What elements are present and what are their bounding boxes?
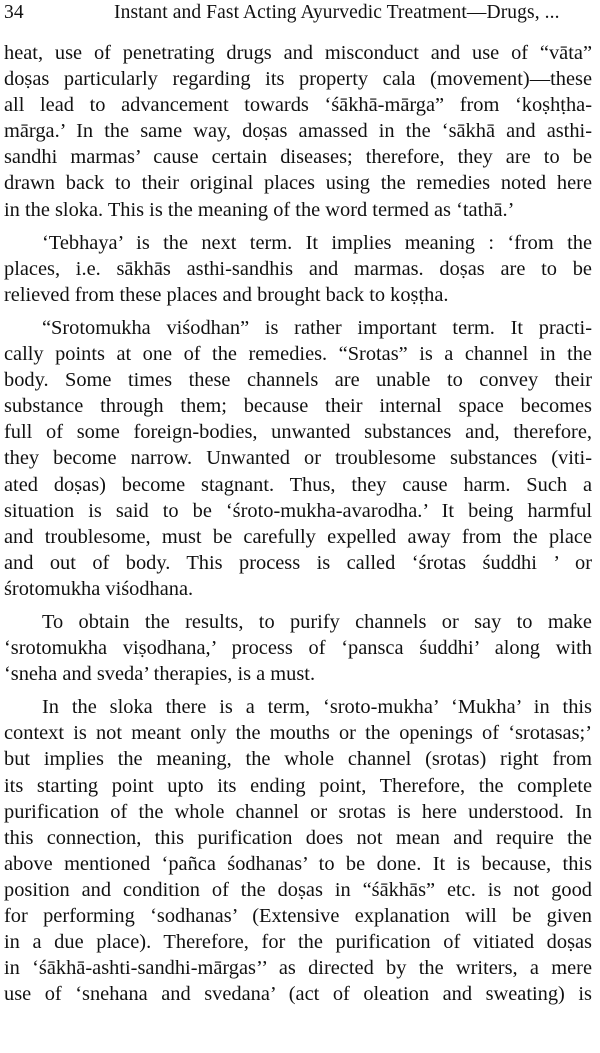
text-line: heat, use of penetrating drugs and misconduct and use of “vāta”: [4, 42, 592, 64]
paragraph: [4, 694, 592, 1007]
text-line: its starting point upto its ending point, Therefore, the complete: [4, 774, 592, 797]
running-title: Instant and Fast Acting Ayurvedic Treatment—Drugs, ...: [114, 2, 560, 23]
text-line: in the sloka. This is the meaning of the word termed as ‘tathā.’: [4, 198, 515, 221]
text-line: sandhi marmas’ cause certain diseases; therefore, they are to be: [4, 146, 592, 169]
text-line: and troublesome, must be carefully expelled away from the place: [4, 525, 592, 548]
text-line: To obtain the results, to purify channels or say to make: [42, 610, 592, 633]
text-line: cally points at one of the remedies. “Srotas” is a channel in the: [4, 343, 592, 366]
text-line: in a due place). Therefore, for the purification of vitiated doṣas: [4, 931, 592, 954]
text-line: In the sloka there is a term, ‘sroto-mukha’ ‘Mukha’ in this: [42, 696, 592, 719]
text-line: purification of the whole channel or srotas is here understood. In: [4, 800, 592, 823]
page-header: [4, 0, 592, 40]
text-line: they become narrow. Unwanted or troublesome substances (viti-: [4, 447, 592, 470]
text-line: use of ‘snehana and svedana’ (act of oleation and sweating) is: [4, 983, 592, 1006]
text-line: ated doṣas) become stagnant. Thus, they cause harm. Such a: [4, 473, 592, 496]
text-line: but implies the meaning, the whole channel (srotas) right from: [4, 748, 592, 771]
text-line: śrotomukha viśodhana.: [4, 577, 194, 600]
text-line: this connection, this purification does not mean and require the: [4, 826, 592, 849]
text-line: and out of body. This process is called ‘śrotas śuddhi ’ or: [4, 551, 592, 574]
text-line: “Srotomukha viśodhan” is rather important term. It practi-: [42, 316, 592, 339]
text-line: drawn back to their original places using the remedies noted here: [4, 172, 592, 195]
text-line: body. Some times these channels are unable to convey their: [4, 369, 592, 392]
text-line: substance through them; because their internal space becomes: [4, 395, 592, 418]
text-line: situation is said to be ‘śroto-mukha-avarodha.’ It being harmful: [4, 499, 592, 522]
paragraph: [4, 230, 592, 308]
paragraph: [4, 609, 592, 687]
text-line: ‘sneha and sveda’ therapies, is a must.: [4, 663, 316, 686]
text-line: doṣas particularly regarding its property cala (movement)—these: [4, 68, 592, 91]
paragraph: [4, 315, 592, 602]
text-line: above mentioned ‘pañca śodhanas’ to be done. It is because, this: [4, 852, 592, 875]
body-text: [4, 40, 592, 1007]
text-line: in ‘śākhā-ashti-sandhi-mārgas’’ as directed by the writers, a mere: [4, 957, 592, 980]
text-line: position and condition of the doṣas in “śākhās” etc. is not good: [4, 878, 592, 901]
text-line: all lead to advancement towards ‘śākhā-mārga” from ‘koṣhṭha-: [4, 94, 592, 117]
text-line: for performing ‘sodhanas’ (Extensive explanation will be given: [4, 905, 592, 927]
page-number: 34: [4, 2, 24, 23]
text-line: relieved from these places and brought back to koṣṭha.: [4, 283, 449, 306]
text-line: full of some foreign-bodies, unwanted substances and, therefore,: [4, 421, 592, 444]
text-line: context is not meant only the mouths or the openings of ‘srotasas;’: [4, 722, 592, 745]
text-line: ‘srotomukha viṣodhana,’ process of ‘pansca śuddhi’ along with: [4, 637, 592, 660]
text-line: mārga.’ In the same way, doṣas amassed in the ‘sākhā and asthi-: [4, 120, 592, 143]
text-line: ‘Tebhaya’ is the next term. It implies meaning : ‘from the: [42, 231, 592, 254]
paragraph: [4, 40, 592, 223]
text-line: places, i.e. sākhās asthi-sandhis and marmas. doṣas are to be: [4, 257, 592, 280]
